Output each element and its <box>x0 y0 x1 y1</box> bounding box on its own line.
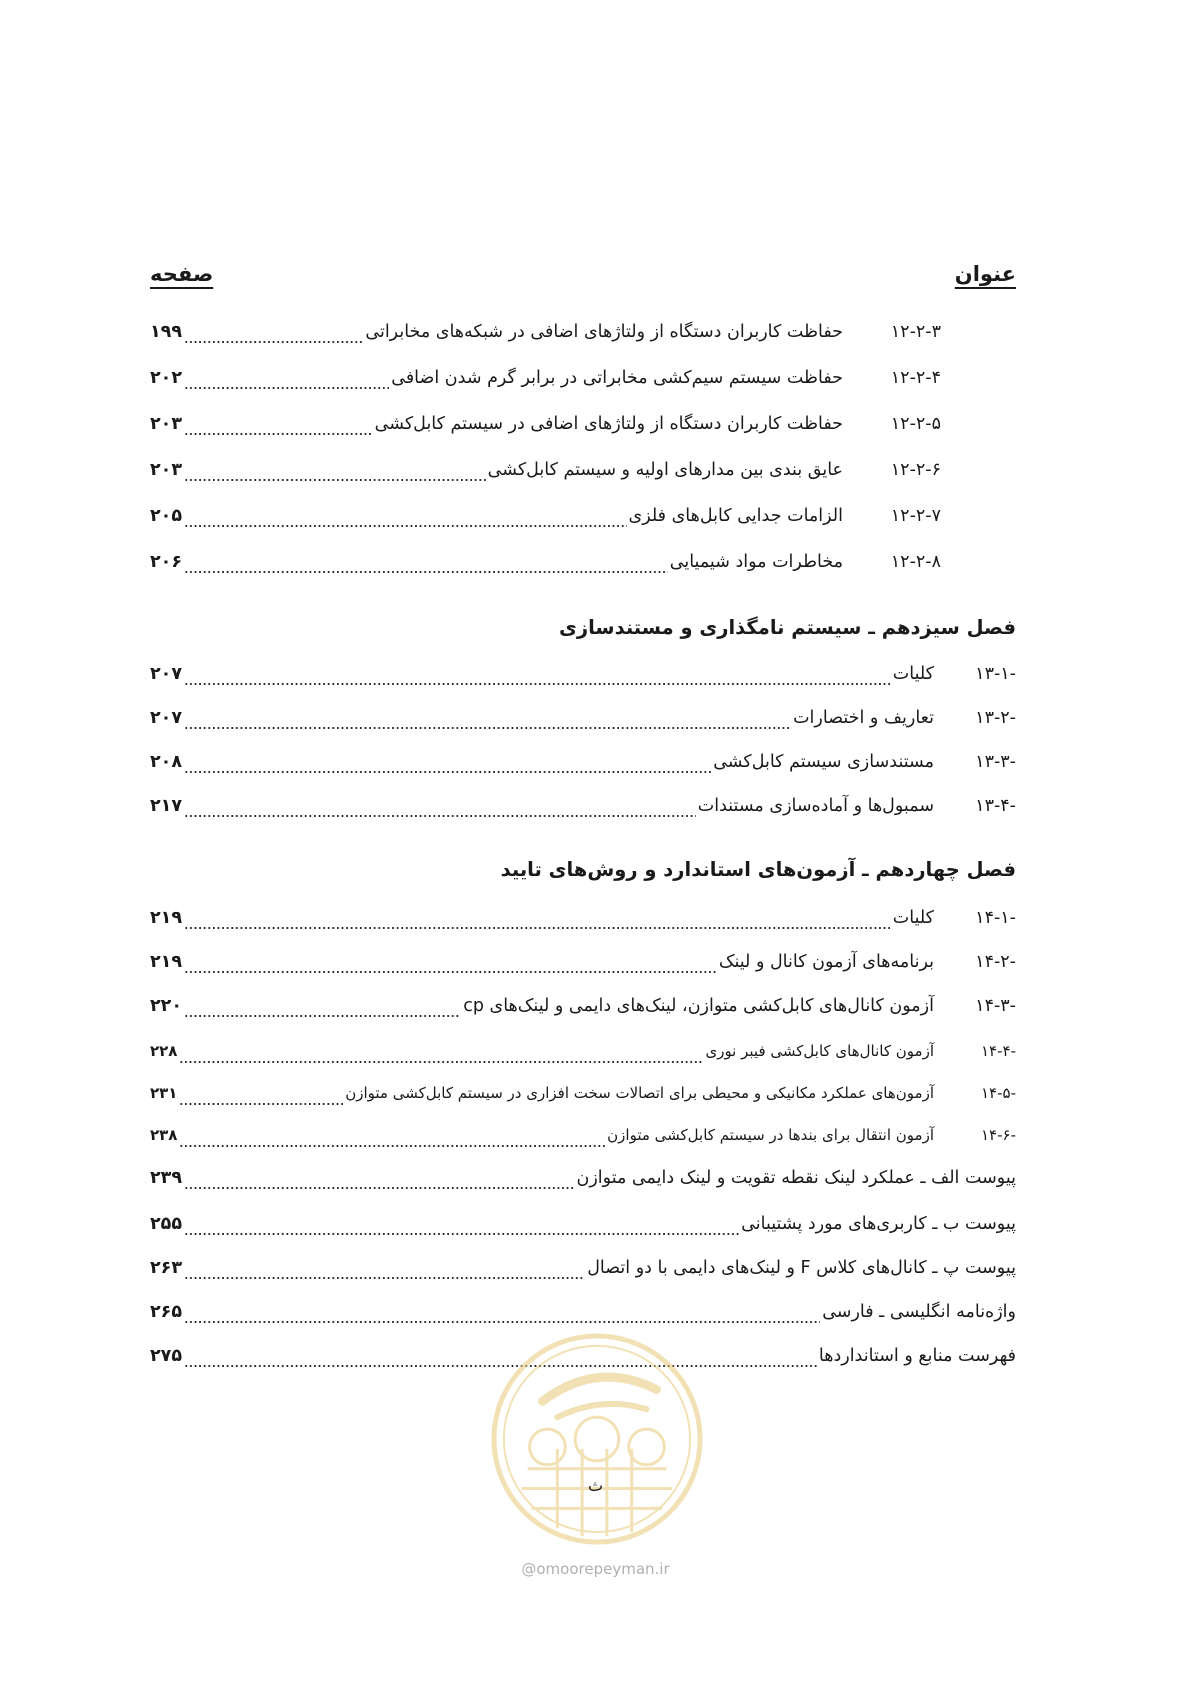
entry-number: ۱۴-۲- <box>975 952 1016 972</box>
entry-page: ۲۳۱ <box>150 1084 178 1102</box>
entry-title: مخاطرات مواد شیمیایی <box>669 552 843 572</box>
chapter-heading[interactable]: فصل چهاردهم ـ آزمون‌های استاندارد و روش‌های تایید <box>500 858 1016 881</box>
dot-leader <box>179 1101 343 1107</box>
toc-appendix-entry[interactable] <box>150 1258 1016 1288</box>
entry-page: ۲۲۰ <box>150 996 183 1016</box>
entry-page: ۲۱۹ <box>150 952 183 972</box>
toc-entry[interactable] <box>150 368 941 398</box>
watermark-url: @omoorepeyman.ir <box>521 1560 670 1578</box>
entry-number: ۱۲-۲-۳ <box>890 322 941 342</box>
entry-number: ۱۴-۱- <box>975 908 1016 928</box>
dot-leader <box>184 813 696 819</box>
entry-title: حفاظت کاربران دستگاه از ولتاژهای اضافی در شبکه‌های مخابراتی <box>365 322 843 342</box>
dot-leader <box>184 1185 574 1191</box>
entry-page: ۲۰۸ <box>150 752 183 772</box>
entry-title: کلیات <box>892 908 934 928</box>
entry-title: مستندسازی سیستم کابل‌کشی <box>713 752 934 772</box>
dot-leader <box>184 769 711 775</box>
toc-entry[interactable] <box>150 1126 1016 1156</box>
entry-page: ۲۷۵ <box>150 1346 183 1366</box>
toc-entry[interactable] <box>150 708 1016 738</box>
dot-leader <box>184 925 891 931</box>
toc-appendix-entry[interactable] <box>150 1214 1016 1244</box>
entry-number: ۱۴-۵- <box>981 1084 1016 1102</box>
entry-page: ۱۹۹ <box>150 322 183 342</box>
dot-leader <box>184 1231 739 1237</box>
entry-page: ۲۰۶ <box>150 552 183 572</box>
entry-page: ۲۰۲ <box>150 368 183 388</box>
entry-number: ۱۲-۲-۶ <box>890 460 941 480</box>
entry-title: آزمون کانال‌های کابل‌کشی متوازن، لینک‌های دایمی و لینک‌های cp <box>463 996 934 1016</box>
entry-title: آزمون کانال‌های کابل‌کشی فیبر نوری <box>705 1042 934 1060</box>
toc-entry[interactable] <box>150 796 1016 826</box>
toc-entry[interactable] <box>150 414 941 444</box>
entry-title: پیوست الف ـ عملکرد لینک نقطه تقویت و لینک دایمی متوازن <box>576 1168 1016 1188</box>
toc-entry[interactable] <box>150 752 1016 782</box>
toc-entry[interactable] <box>150 552 941 582</box>
page-column-heading: صفحه <box>150 262 214 286</box>
entry-title: حفاظت کاربران دستگاه از ولتاژهای اضافی در سیستم کابل‌کشی <box>374 414 843 434</box>
toc-header <box>150 262 1016 302</box>
toc-entry[interactable] <box>150 996 1016 1026</box>
entry-title: حفاظت سیستم سیم‌کشی مخابراتی در برابر گرم شدن اضافی <box>391 368 843 388</box>
toc-entry[interactable] <box>150 322 941 352</box>
entry-title: تعاریف و اختصارات <box>793 708 934 728</box>
entry-page: ۲۱۹ <box>150 908 183 928</box>
entry-page: ۲۳۹ <box>150 1168 183 1188</box>
entry-number: ۱۴-۴- <box>981 1042 1016 1060</box>
dot-leader <box>184 1275 585 1281</box>
entry-page: ۲۵۵ <box>150 1214 183 1234</box>
dot-leader <box>184 1013 461 1019</box>
toc-appendix-entry[interactable] <box>150 1168 1016 1198</box>
entry-page: ۲۰۷ <box>150 708 183 728</box>
entry-page: ۲۶۵ <box>150 1302 183 1322</box>
dot-leader <box>184 477 486 483</box>
entry-number: ۱۳-۱- <box>975 664 1016 684</box>
toc-entry[interactable] <box>150 1042 1016 1072</box>
entry-number: ۱۲-۲-۷ <box>890 506 941 526</box>
dot-leader <box>179 1059 703 1065</box>
entry-page: ۲۱۷ <box>150 796 183 816</box>
toc-entry[interactable] <box>150 952 1016 982</box>
toc-entry[interactable] <box>150 460 941 490</box>
entry-page: ۲۰۷ <box>150 664 183 684</box>
watermark-logo-icon <box>488 1330 706 1548</box>
dot-leader <box>184 969 717 975</box>
dot-leader <box>184 431 373 437</box>
entry-title: واژه‌نامه انگلیسی ـ فارسی <box>822 1302 1016 1322</box>
chapter-heading[interactable]: فصل سیزدهم ـ سیستم نامگذاری و مستندسازی <box>558 616 1016 639</box>
dot-leader <box>179 1143 605 1149</box>
page-number: ث <box>587 1476 604 1495</box>
toc-appendix-entry[interactable] <box>150 1302 1016 1332</box>
entry-title: آزمون انتقال برای بندها در سیستم کابل‌کشی متوازن <box>607 1126 934 1144</box>
toc-entry[interactable] <box>150 908 1016 938</box>
dot-leader <box>184 385 389 391</box>
dot-leader <box>184 339 363 345</box>
entry-number: ۱۲-۲-۵ <box>890 414 941 434</box>
entry-page: ۲۳۸ <box>150 1126 178 1144</box>
entry-title: پیوست پ ـ کانال‌های کلاس F و لینک‌های دایمی با دو اتصال <box>587 1258 1016 1278</box>
entry-page: ۲۰۵ <box>150 506 183 526</box>
entry-page: ۲۲۸ <box>150 1042 178 1060</box>
entry-title: عایق بندی بین مدارهای اولیه و سیستم کابل‌کشی <box>487 460 843 480</box>
entry-number: ۱۳-۴- <box>975 796 1016 816</box>
dot-leader <box>184 681 891 687</box>
entry-title: فهرست منابع و استانداردها <box>818 1346 1016 1366</box>
entry-page: ۲۰۳ <box>150 414 183 434</box>
toc-entry[interactable] <box>150 664 1016 694</box>
dot-leader <box>184 523 626 529</box>
entry-title: سمبول‌ها و آماده‌سازی مستندات <box>697 796 934 816</box>
entry-number: ۱۴-۶- <box>981 1126 1016 1144</box>
entry-title: الزامات جدایی کابل‌های فلزی <box>628 506 843 526</box>
entry-page: ۲۰۳ <box>150 460 183 480</box>
toc-entry[interactable] <box>150 506 941 536</box>
entry-number: ۱۳-۳- <box>975 752 1016 772</box>
title-column-heading: عنوان <box>954 262 1016 286</box>
entry-page: ۲۶۳ <box>150 1258 183 1278</box>
entry-number: ۱۲-۲-۸ <box>890 552 941 572</box>
entry-title: برنامه‌های آزمون کانال و لینک <box>718 952 934 972</box>
dot-leader <box>184 1319 820 1325</box>
toc-entry[interactable] <box>150 1084 1016 1114</box>
entry-number: ۱۳-۲- <box>975 708 1016 728</box>
entry-number: ۱۲-۲-۴ <box>890 368 941 388</box>
entry-title: آزمون‌های عملکرد مکانیکی و محیطی برای اتصالات سخت افزاری در سیستم کابل‌کشی متوازن <box>345 1084 934 1102</box>
entry-title: پیوست ب ـ کاربری‌های مورد پشتیبانی <box>741 1214 1016 1234</box>
entry-number: ۱۴-۳- <box>975 996 1016 1016</box>
dot-leader <box>184 569 668 575</box>
dot-leader <box>184 725 791 731</box>
entry-title: کلیات <box>892 664 934 684</box>
